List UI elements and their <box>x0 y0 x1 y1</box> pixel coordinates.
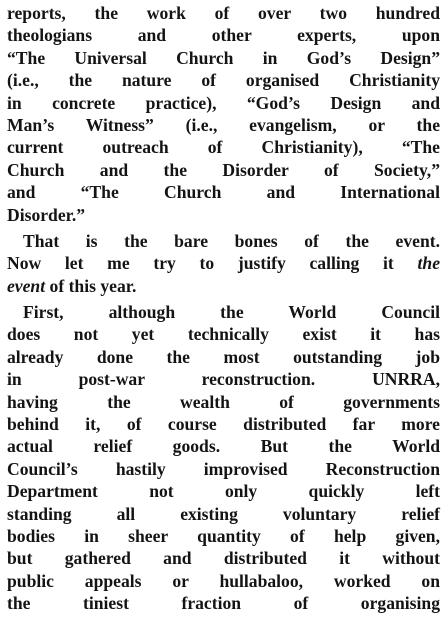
text-line: but gathered and distributed it without <box>7 548 440 569</box>
text-line: (i.e., the nature of organised Christianity <box>7 70 440 91</box>
text-line: Church and the Disorder of Society,” <box>7 159 440 180</box>
text-line: in concrete practice), “God’s Design and <box>7 92 440 113</box>
text-line: Man’s Witness” (i.e., evangelism, or the <box>7 114 440 135</box>
text-line: Disorder.” <box>7 204 86 225</box>
text-line <box>7 275 440 297</box>
text-line: behind it, of course distributed far more <box>7 414 440 435</box>
text-line: current outreach of Christianity), “The <box>7 137 440 158</box>
paragraph-2 <box>7 230 440 297</box>
text-line: actual relief goods. But the World <box>7 436 440 457</box>
text-line: Department not only quickly left <box>7 481 440 502</box>
text-segment: of this year. <box>49 275 137 296</box>
emphasis-text: event <box>7 275 46 296</box>
text-line: public appeals or hullabaloo, worked on <box>7 570 440 591</box>
paragraph-1 <box>7 2 440 226</box>
text-segment: Now let me try to justify calling it <box>7 253 394 274</box>
text-line: “The Universal Church in God’s Design” <box>7 47 440 68</box>
emphasis-text: the <box>417 253 440 274</box>
text-line: That is the bare bones of the event. <box>23 230 440 251</box>
text-line <box>7 252 440 274</box>
text-line: Council’s hastily improvised Reconstruction <box>7 458 440 479</box>
text-line: does not yet technically exist it has <box>7 324 440 345</box>
text-line: theologians and other experts, upon <box>7 25 440 46</box>
text-line: in post-war reconstruction. UNRRA, <box>7 369 440 390</box>
text-line: already done the most outstanding job <box>7 346 440 367</box>
text-line: reports, the work of over two hundred <box>7 3 440 23</box>
paragraph-3 <box>7 301 440 614</box>
text-line: bodies in sheer quantity of help given, <box>7 525 440 546</box>
text-line: the tiniest fraction of organising <box>7 593 440 614</box>
text-line: and “The Church and International <box>7 182 440 203</box>
text-line: having the wealth of governments <box>7 391 440 412</box>
text-line: standing all existing voluntary relief <box>7 503 440 524</box>
text-line: First, although the World Council <box>23 302 440 323</box>
